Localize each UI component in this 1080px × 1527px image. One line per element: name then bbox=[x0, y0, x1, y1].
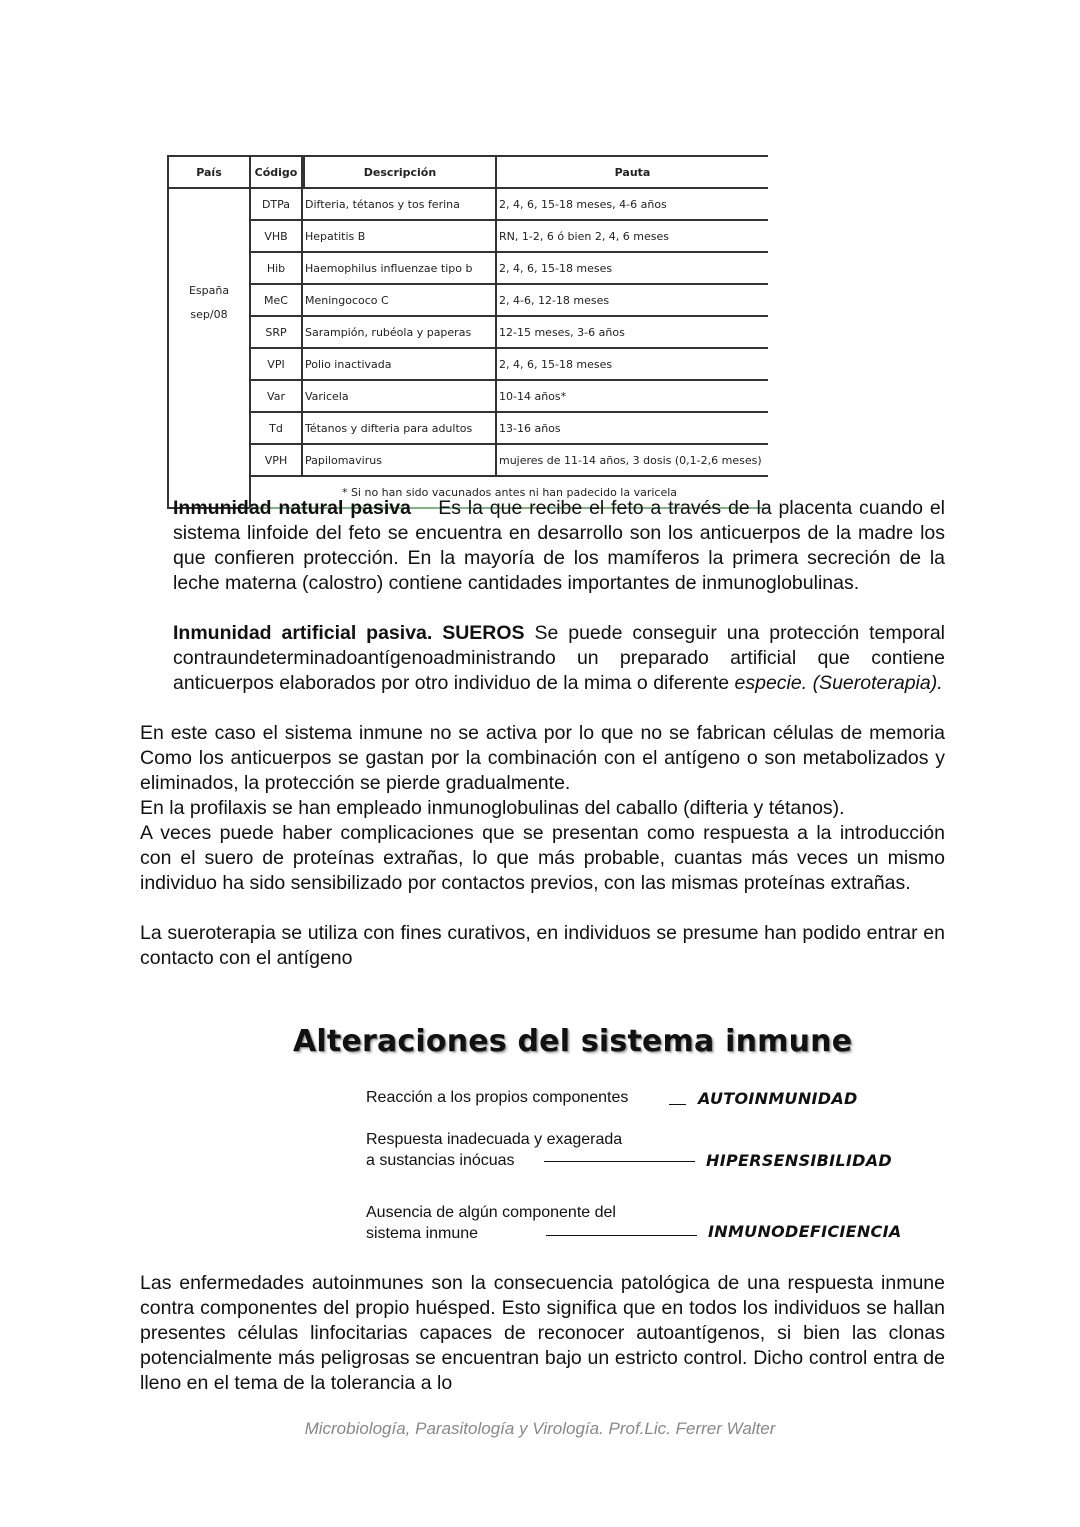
table-row bbox=[167, 381, 768, 413]
paragraph-natural-passive bbox=[173, 496, 945, 596]
table-row bbox=[167, 445, 768, 477]
page-footer: Microbiología, Parasitología y Virología. Prof.Lic. Ferrer Walter bbox=[304, 1419, 776, 1438]
row-descripcion: Difteria, tétanos y tos ferina bbox=[303, 189, 497, 221]
diagram-item-text-line: Reacción a los propios componentes bbox=[366, 1089, 629, 1106]
header-codigo: Código bbox=[249, 155, 303, 189]
row-codigo: VPI bbox=[249, 349, 303, 381]
row-descripcion: Varicela bbox=[303, 381, 497, 413]
table-header-row bbox=[167, 155, 768, 189]
heading-natural-passive: Inmunidad natural pasiva bbox=[173, 497, 411, 519]
diagram-item-hipersensibilidad-text bbox=[366, 1129, 622, 1171]
table-row bbox=[167, 349, 768, 381]
heading-artificial-passive: Inmunidad artificial pasiva. SUEROS bbox=[173, 622, 525, 644]
row-pauta: 2, 4-6, 12-18 meses bbox=[497, 285, 768, 317]
table-row bbox=[167, 413, 768, 445]
paragraph-artificial-passive bbox=[173, 621, 945, 696]
diagram-item-text-line: Ausencia de algún componente del bbox=[366, 1204, 616, 1221]
row-descripcion: Hepatitis B bbox=[303, 221, 497, 253]
country-date: sep/08 bbox=[190, 308, 228, 321]
row-pauta: 10-14 años* bbox=[497, 381, 768, 413]
row-descripcion: Sarampión, rubéola y paperas bbox=[303, 317, 497, 349]
row-codigo: Var bbox=[249, 381, 303, 413]
text-artificial-passive-italic: especie. (Sueroterapia). bbox=[734, 672, 943, 694]
row-descripcion: Haemophilus influenzae tipo b bbox=[303, 253, 497, 285]
paragraph-profilaxis: En la profilaxis se han empleado inmunoglobulinas del caballo (difteria y tétanos). bbox=[140, 797, 845, 819]
row-pauta: RN, 1-2, 6 ó bien 2, 4, 6 meses bbox=[497, 221, 768, 253]
diagram-term-autoinmunidad: AUTOINMUNIDAD bbox=[698, 1089, 858, 1108]
table-footnote: * Si no han sido vacunados antes ni han padecido la varicela bbox=[249, 477, 768, 509]
table-row bbox=[167, 189, 768, 221]
text-artificial-passive: Se puede conseguir una protección temporal contraundeterminadoantígenoadministrando un preparado artificial que contiene anticuerpos elaborados por otro individuo de la mima o diferente bbox=[173, 622, 945, 694]
row-pauta: 13-16 años bbox=[497, 413, 768, 445]
country-cell bbox=[167, 189, 249, 509]
row-pauta: 2, 4, 6, 15-18 meses, 4-6 años bbox=[497, 189, 768, 221]
vaccine-schedule-table bbox=[167, 155, 768, 509]
diagram-term-hipersensibilidad: HIPERSENSIBILIDAD bbox=[706, 1151, 892, 1170]
header-descripcion: Descripción bbox=[303, 155, 497, 189]
diagram-connector-line bbox=[546, 1235, 697, 1236]
row-descripcion: Polio inactivada bbox=[303, 349, 497, 381]
row-codigo: DTPa bbox=[249, 189, 303, 221]
row-codigo: VPH bbox=[249, 445, 303, 477]
row-descripcion: Papilomavirus bbox=[303, 445, 497, 477]
paragraph-memory: En este caso el sistema inmune no se activa por lo que no se fabrican células de memoria Como los anticuerpos se gastan por la combinación con el antígeno o son metabolizados y eliminados, la protección se pierde gradualmente. bbox=[140, 722, 945, 794]
header-pauta: Pauta bbox=[497, 155, 768, 189]
diagram-term-inmunodeficiencia: INMUNODEFICIENCIA bbox=[708, 1222, 902, 1241]
table-row bbox=[167, 253, 768, 285]
diagram-item-text-line: Respuesta inadecuada y exagerada bbox=[366, 1131, 623, 1148]
header-pais: País bbox=[167, 155, 249, 189]
row-codigo: MeC bbox=[249, 285, 303, 317]
row-pauta: 12-15 meses, 3-6 años bbox=[497, 317, 768, 349]
row-pauta: 2, 4, 6, 15-18 meses bbox=[497, 349, 768, 381]
diagram-item-autoinmunidad-text bbox=[366, 1087, 628, 1108]
country-name: España bbox=[188, 284, 230, 297]
row-pauta: mujeres de 11-14 años, 3 dosis (0,1-2,6 meses) bbox=[497, 445, 768, 477]
diagram-title: Alteraciones del sistema inmune bbox=[293, 1024, 853, 1059]
diagram-connector-line bbox=[669, 1104, 686, 1105]
text-natural-passive: Es la que recibe el feto a través de la placenta cuando el sistema linfoide del feto se encuentra en desarrollo son los anticuerpos de la madre los que confieren protección. En la mayoría de los mamíferos la primera secreción de la leche materna (calostro) contiene cantidades importantes de inmunoglobulinas. bbox=[173, 497, 945, 594]
row-descripcion: Tétanos y difteria para adultos bbox=[303, 413, 497, 445]
table-row bbox=[167, 317, 768, 349]
paragraph-autoinmunes: Las enfermedades autoinmunes son la consecuencia patológica de una respuesta inmune contra componentes del propio huésped. Esto significa que en todos los individuos se hallan presentes células linfocitarias capaces de reconocer autoantígenos, si bien las clonas potencialmente más peligrosas se encuentran bajo un estricto control. Dicho control entra de lleno en el tema de la tolerancia a lo bbox=[140, 1272, 945, 1394]
row-codigo: Td bbox=[249, 413, 303, 445]
diagram-item-text-line: a sustancias inócuas bbox=[366, 1152, 515, 1169]
row-descripcion: Meningococo C bbox=[303, 285, 497, 317]
row-pauta: 2, 4, 6, 15-18 meses bbox=[497, 253, 768, 285]
diagram-connector-line bbox=[544, 1161, 695, 1162]
diagram-item-text-line: sistema inmune bbox=[366, 1225, 479, 1242]
row-codigo: VHB bbox=[249, 221, 303, 253]
row-codigo: SRP bbox=[249, 317, 303, 349]
table-row bbox=[167, 221, 768, 253]
row-codigo: Hib bbox=[249, 253, 303, 285]
paragraph-sueroterapia: La sueroterapia se utiliza con fines curativos, en individuos se presume han podido entrar en contacto con el antígeno bbox=[140, 922, 945, 969]
table-row bbox=[167, 285, 768, 317]
paragraph-complicaciones: A veces puede haber complicaciones que se presentan como respuesta a la introducción con el suero de proteínas extrañas, lo que más probable, cuantas más veces un mismo individuo ha sido sensibilizado por contactos previos, con las mismas proteínas extrañas. bbox=[140, 822, 945, 894]
diagram-item-inmunodeficiencia-text bbox=[366, 1202, 616, 1244]
